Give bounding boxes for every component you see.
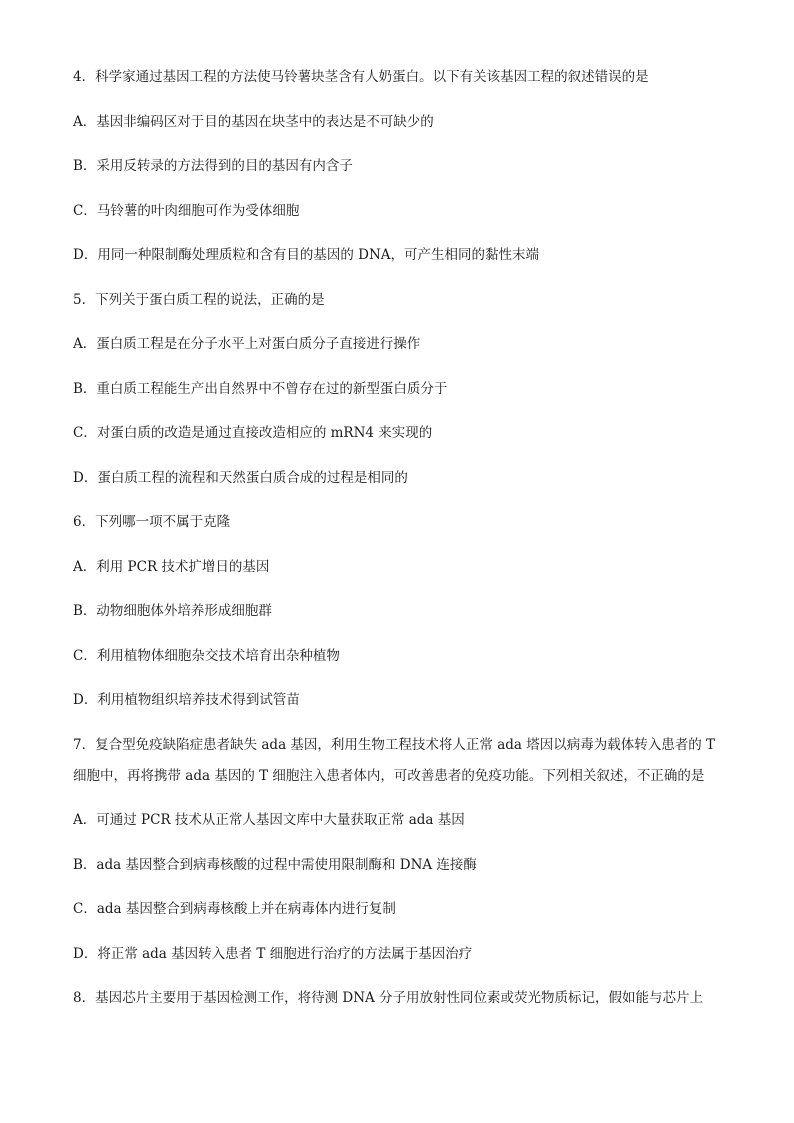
question-7-option-d: D．将正常 ada 基因转入患者 T 细胞进行治疗的方法属于基因治疗 bbox=[73, 946, 473, 962]
question-5-stem: 5．下列关于蛋白质工程的说法，正确的是 bbox=[73, 292, 325, 308]
question-6-option-b: B．动物细胞体外培养形成细胞群 bbox=[73, 603, 272, 619]
question-5-option-c: C．对蛋白质的改造是通过直接改造相应的 mRN4 来实现的 bbox=[73, 425, 433, 441]
question-7-option-c: C．ada 基因整合到病毒核酸上并在病毒体内进行复制 bbox=[73, 901, 396, 917]
question-7-option-a: A．可通过 PCR 技术从正常人基因文库中大量获取正常 ada 基因 bbox=[73, 812, 465, 828]
question-7-option-b: B．ada 基因整合到病毒核酸的过程中需使用限制酶和 DNA 连接酶 bbox=[73, 857, 477, 873]
question-7-stem-line-2: 细胞中，再将携带 ada 基因的 T 细胞注入患者体内，可改善患者的免疫功能。下列相关叙述，不正确的是 bbox=[73, 768, 705, 784]
question-4-option-b: B．采用反转录的方法得到的目的基因有内含子 bbox=[73, 158, 353, 174]
question-6-option-a: A．利用 PCR 技术扩增日的基因 bbox=[73, 559, 270, 575]
question-5-option-a: A．蛋白质工程是在分子水平上对蛋白质分子直接进行操作 bbox=[73, 336, 421, 352]
question-7-stem-line-1: 7．复合型免疫缺陷症患者缺失 ada 基因，利用生物工程技术将人正常 ada 塔因以病毒为载体转入患者的 T bbox=[73, 737, 716, 753]
question-5-option-b: B．重白质工程能生产出自然界中不曾存在过的新型蛋白质分于 bbox=[73, 381, 448, 397]
question-4-option-c: C．马铃薯的叶肉细胞可作为受体细胞 bbox=[73, 203, 300, 219]
question-8-stem: 8．基因芯片主要用于基因检测工作，将待测 DNA 分子用放射性同位素或荧光物质标记，假如能与芯片上 bbox=[73, 990, 704, 1006]
question-5-option-d: D．蛋白质工程的流程和天然蛋白质合成的过程是相同的 bbox=[73, 470, 408, 486]
question-4-stem: 4．科学家通过基因工程的方法使马铃薯块茎含有人奶蛋白。以下有关该基因工程的叙述错误的是 bbox=[73, 69, 649, 85]
question-6-option-c: C．利用植物体细胞杂交技术培育出杂种植物 bbox=[73, 648, 340, 664]
question-6-option-d: D．利用植物组织培养技术得到试管苗 bbox=[73, 692, 300, 708]
question-4-option-d: D．用同一种限制酶处理质粒和含有目的基因的 DNA，可产生相同的黏性末端 bbox=[73, 247, 539, 263]
question-6-stem: 6．下列哪一项不属于克隆 bbox=[73, 514, 231, 530]
question-4-option-a: A．基因非编码区对于目的基因在块茎中的表达是不可缺少的 bbox=[73, 114, 434, 130]
